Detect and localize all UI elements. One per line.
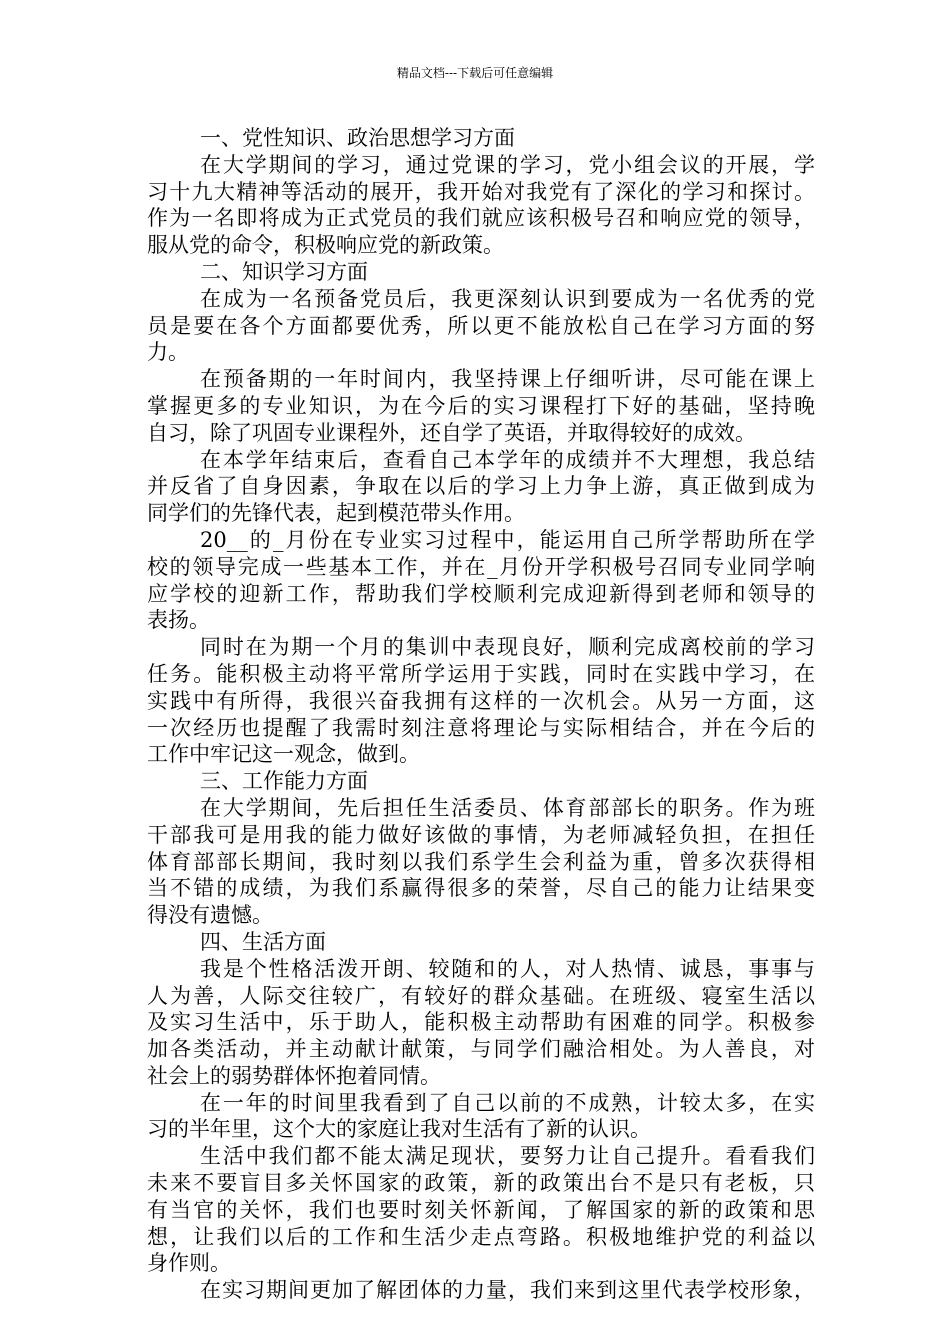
- text-line: 体育部部长期间，我时刻以我们系学生会利益为重，曾多次获得相: [147, 849, 815, 874]
- text-line: 实践中有所得，我很兴奋我拥有这样的一次机会。从另一方面，这: [147, 688, 815, 713]
- text-line: 在本学年结束后，查看自己本学年的成绩并不大理想，我总结: [200, 447, 815, 472]
- text-line: 任务。能积极主动将平常所学运用于实践，同时在实践中学习，在: [147, 661, 815, 686]
- text-line: 一、党性知识、政治思想学习方面: [200, 126, 515, 150]
- text-line: 校的领导完成一些基本工作，并在_月份开学积极号召同专业同学响: [147, 554, 815, 579]
- text-line: 自习，除了巩固专业课程外，还自学了英语，并取得较好的成效。: [147, 420, 756, 445]
- text-line: 三、工作能力方面: [200, 769, 368, 794]
- text-line: 习的半年里，这个大的家庭让我对生活有了新的认识。: [147, 1117, 651, 1142]
- text-line: 四、生活方面: [200, 929, 326, 954]
- text-line: 及实习生活中，乐于助人，能积极主动帮助有困难的同学。积极参: [147, 1010, 815, 1035]
- text-line: 力。: [147, 340, 189, 365]
- text-line: 当不错的成绩，为我们系赢得很多的荣誉，尽自己的能力让结果变: [147, 876, 815, 901]
- text-line: 在实习期间更加了解团体的力量，我们来到这里代表学校形象，: [200, 1278, 815, 1303]
- text-line: 在预备期的一年时间内，我坚持课上仔细听讲，尽可能在课上: [200, 367, 815, 392]
- text-line: 在成为一名预备党员后，我更深刻认识到要成为一名优秀的党: [200, 286, 815, 311]
- text-line: 未来不要盲目多关怀国家的政策，新的政策出台不是只有老板，只: [147, 1171, 815, 1196]
- text-line: 我是个性格活泼开朗、较随和的人，对人热情、诚恳，事事与: [200, 956, 815, 981]
- text-line: 身作则。: [147, 1251, 231, 1276]
- text-line: 人为善，人际交往较广，有较好的群众基础。在班级、寝室生活以: [147, 983, 815, 1008]
- text-line: 在大学期间，先后担任生活委员、体育部部长的职务。作为班: [200, 795, 815, 820]
- text-line: 应学校的迎新工作，帮助我们学校顺利完成迎新得到老师和领导的: [147, 581, 815, 606]
- text-line: 员是要在各个方面都要优秀，所以更不能放松自己在学习方面的努: [147, 313, 815, 338]
- text-line: 习十九大精神等活动的展开，我开始对我党有了深化的学习和探讨。: [147, 179, 815, 204]
- text-line: 同学们的先锋代表，起到模范带头作用。: [147, 501, 525, 526]
- document-body: [147, 125, 815, 1304]
- text-line: 作为一名即将成为正式党员的我们就应该积极号召和响应党的领导，: [147, 206, 815, 231]
- text-line: 得没有遗憾。: [147, 903, 273, 928]
- text-line: 在一年的时间里我看到了自己以前的不成熟，计较太多，在实: [200, 1090, 815, 1115]
- text-line: 干部我可是用我的能力做好该做的事情，为老师减轻负担，在担任: [147, 822, 815, 847]
- text-line: 工作中牢记这一观念，做到。: [147, 742, 420, 767]
- text-line: 在大学期间的学习，通过党课的学习，党小组会议的开展，学: [200, 152, 815, 177]
- text-line: 二、知识学习方面: [200, 259, 368, 284]
- text-line: 加各类活动，并主动献计献策，与同学们融洽相处。为人善良，对: [147, 1037, 815, 1062]
- text-line: 生活中我们都不能太满足现状，要努力让自己提升。看看我们: [200, 1144, 815, 1169]
- text-line: 一次经历也提醒了我需时刻注意将理论与实际相结合，并在今后的: [147, 715, 815, 740]
- text-line: 同时在为期一个月的集训中表现良好，顺利完成离校前的学习: [200, 635, 815, 660]
- text-line: 社会上的弱势群体怀抱着同情。: [147, 1063, 441, 1088]
- text-line: 服从党的命令，积极响应党的新政策。: [147, 233, 504, 258]
- text-line: 掌握更多的专业知识，为在今后的实习课程打下好的基础，坚持晚: [147, 393, 815, 418]
- text-line: 有当官的关怀，我们也要时刻关怀新闻，了解国家的新的政策和思: [147, 1197, 815, 1222]
- text-line: 20__的_月份在专业实习过程中，能运用自己所学帮助所在学: [200, 527, 815, 552]
- text-line: 想，让我们以后的工作和生活少走点弯路。积极地维护党的利益以: [147, 1224, 815, 1249]
- page-header: 精品文档---下载后可任意编辑: [396, 66, 554, 80]
- text-line: 并反省了自身因素，争取在以后的学习上力争上游，真正做到成为: [147, 474, 815, 499]
- text-line: 表扬。: [147, 608, 210, 633]
